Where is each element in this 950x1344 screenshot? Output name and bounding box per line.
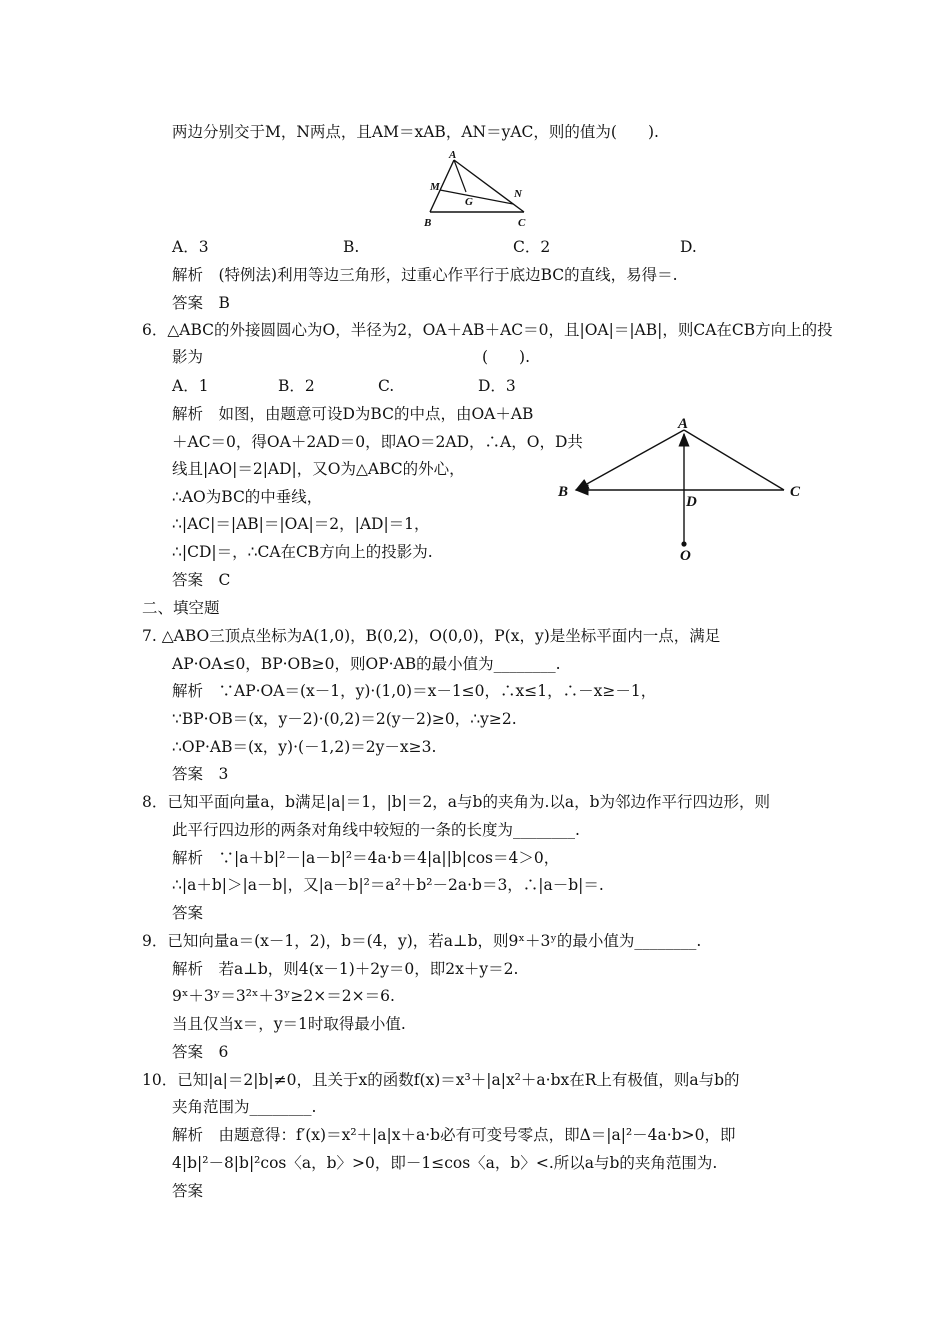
q6-stem-line2: 影为 ( ). [172, 348, 531, 366]
q6-analysis-line5: ∴|AC|＝|AB|＝|OA|＝2，|AD|＝1， [172, 515, 430, 533]
segment-ab [576, 430, 684, 490]
q5-option-d: D. [680, 238, 697, 256]
q6-triangle-figure [552, 412, 812, 562]
q5-triangle-figure [418, 150, 538, 230]
q7-stem-line2: AP·OA≤0，BP·OB≥0，则OP·AB的最小值为________. [172, 655, 561, 673]
q8-stem-line2: 此平行四边形的两条对角线中较短的一条的长度为________. [172, 821, 580, 839]
q7-stem-line1: 7. △ABO三顶点坐标为A(1,0)，B(0,2)，O(0,0)，P(x，y)是坐标平面内一点，满足 [142, 627, 721, 645]
label-c: C [518, 217, 526, 229]
q8-analysis-line1: 解析 ∵|a＋b|²－|a－b|²＝4a·b＝4|a||b|cos＝4＞0， [172, 849, 560, 867]
q10-stem-line1: 10．已知|a|＝2|b|≠0，且关于x的函数f(x)＝x³＋|a|x²＋a·bx在R上有极值，则a与b的 [142, 1071, 740, 1089]
q9-analysis-line1: 解析 若a⊥b，则4(x－1)＋2y＝0，即2x＋y＝2. [172, 960, 519, 978]
q5-option-c: C．2 [513, 238, 551, 256]
q5-option-a: A．3 [172, 238, 209, 256]
q6-stem-line1: 6．△ABC的外接圆圆心为O，半径为2，OA＋AB＋AC＝0，且|OA|＝|AB|，则CA在CB方向上的投 [142, 321, 833, 339]
q6-option-b: B．2 [278, 377, 315, 395]
label-m: M [430, 181, 440, 193]
q7-answer: 答案 3 [172, 765, 229, 783]
q6-option-d: D．3 [478, 377, 516, 395]
label-b: B [424, 217, 432, 229]
q6-analysis-line4: ∴AO为BC的中垂线， [172, 488, 323, 506]
q8-analysis-line2: ∴|a＋b|＞|a－b|，又|a－b|²＝a²＋b²－2a·b＝3，∴|a－b|＝. [172, 876, 604, 894]
label-c: C [790, 484, 801, 500]
q5-answer: 答案 B [172, 294, 230, 312]
segment-ac [684, 430, 784, 490]
q9-analysis-line3: 当且仅当x＝，y＝1时取得最小值. [172, 1015, 406, 1033]
label-o: O [680, 548, 691, 562]
q5-stem: 两边分别交于M，N两点，且AM＝xAB，AN＝yAC，则的值为( ). [172, 123, 659, 141]
label-a: A [678, 416, 689, 432]
q6-option-a: A．1 [172, 377, 209, 395]
label-b: B [558, 484, 569, 500]
point-o [681, 541, 686, 546]
q6-analysis-line2: ＋AC＝0，得OA＋2AD＝0，即AO＝2AD，∴A，O，D共 [172, 433, 583, 451]
q6-analysis-line3: 线且|AO|＝2|AD|，又O为△ABC的外心， [172, 460, 465, 478]
q6-answer: 答案 C [172, 571, 231, 589]
label-g: G [465, 196, 473, 208]
q10-answer: 答案 [172, 1182, 204, 1200]
section-title: 二、填空题 [142, 599, 220, 617]
q8-answer: 答案 [172, 904, 204, 922]
q5-option-b: B. [343, 238, 360, 256]
q6-analysis-line6: ∴|CD|＝，∴CA在CB方向上的投影为. [172, 543, 433, 561]
q9-analysis-line2: 9ˣ＋3ʸ＝3²ˣ＋3ʸ≥2×＝2×＝6. [172, 987, 395, 1005]
q7-analysis-line2: ∵BP·OB＝(x，y－2)·(0,2)＝2(y－2)≥0，∴y≥2. [172, 710, 517, 728]
q7-analysis-line3: ∴OP·AB＝(x，y)·(－1,2)＝2y－x≥3. [172, 738, 437, 756]
q8-stem-line1: 8．已知平面向量a，b满足|a|＝1，|b|＝2，a与b的夹角为.以a，b为邻边作平行四边形，则 [142, 793, 771, 811]
q5-analysis: 解析 (特例法)利用等边三角形，过重心作平行于底边BC的直线，易得＝. [172, 266, 678, 284]
q10-analysis-line2: 4|b|²－8|b|²cos〈a，b〉>0，即－1≤cos〈a，b〉<.所以a与b的夹角范围为. [172, 1154, 718, 1172]
q9-stem: 9．已知向量a＝(x－1，2)，b＝(4，y)，若a⊥b，则9ˣ＋3ʸ的最小值为________. [142, 932, 702, 950]
q9-answer: 答案 6 [172, 1043, 229, 1061]
label-n: N [514, 188, 522, 200]
q7-analysis-line1: 解析 ∵AP·OA＝(x－1，y)·(1,0)＝x－1≤0，∴x≤1，∴－x≥－1， [172, 682, 657, 700]
label-d: D [686, 494, 697, 510]
line-mn [440, 190, 513, 204]
q6-analysis-line1: 解析 如图，由题意可设D为BC的中点，由OA＋AB [172, 405, 534, 423]
label-a: A [449, 150, 457, 161]
q10-analysis-line1: 解析 由题意得：f′(x)＝x²＋|a|x＋a·b必有可变号零点，即Δ＝|a|²－4a·b>0，即 [172, 1126, 736, 1144]
q10-stem-line2: 夹角范围为________. [172, 1098, 317, 1116]
q6-option-c: C. [378, 377, 395, 395]
